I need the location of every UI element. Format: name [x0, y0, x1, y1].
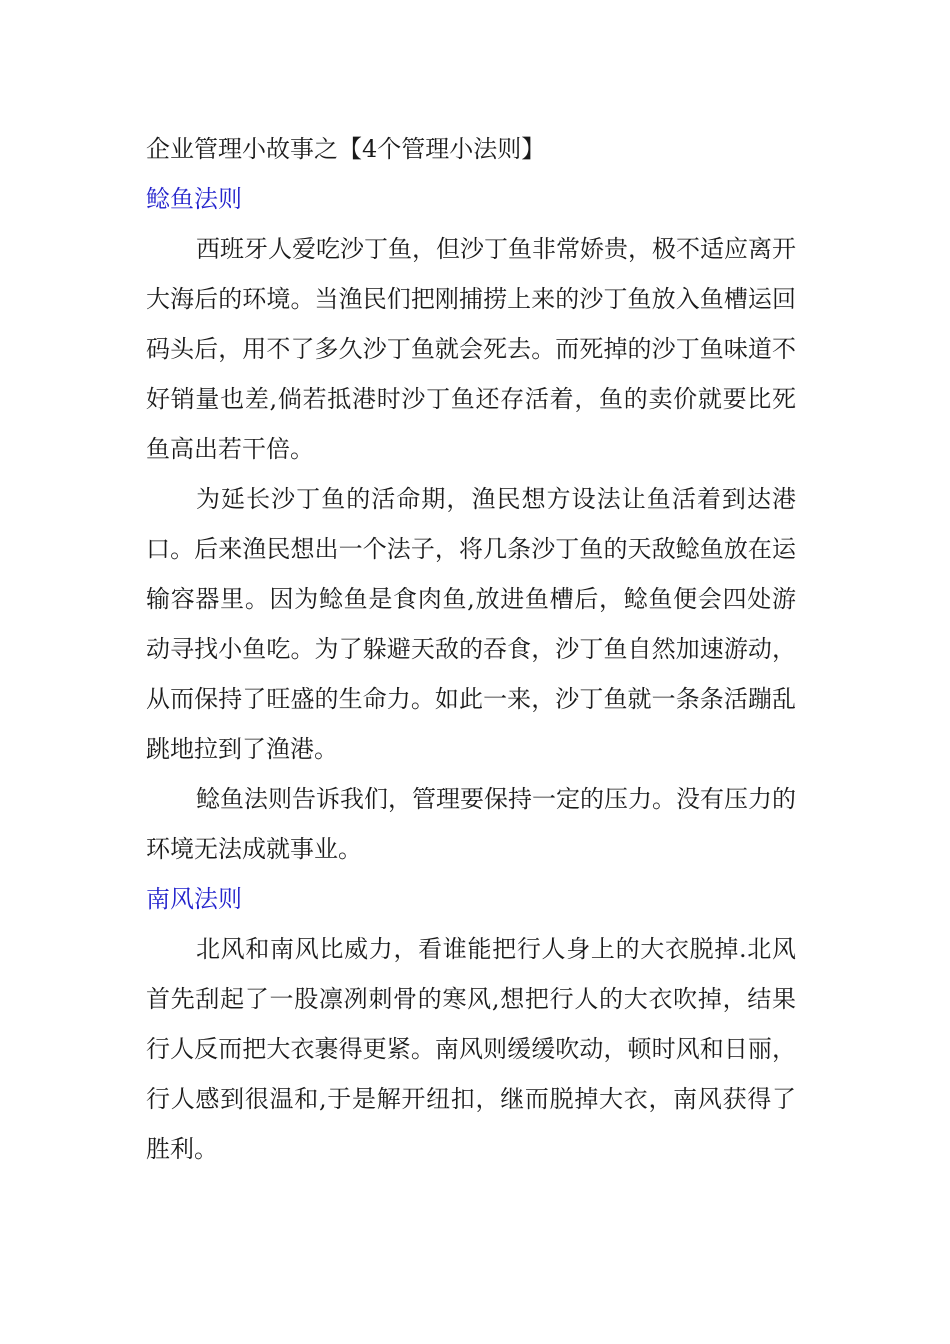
section-heading-catfish: 鲶鱼法则 — [146, 185, 242, 213]
paragraph: 鲶鱼法则告诉我们，管理要保持一定的压力。没有压力的环境无法成就事业。 — [146, 785, 796, 863]
section-heading-south-wind: 南风法则 — [146, 885, 242, 913]
document-body — [146, 124, 796, 1174]
document-title: 企业管理小故事之【4个管理小法则】 — [146, 135, 546, 163]
paragraph: 为延长沙丁鱼的活命期，渔民想方设法让鱼活着到达港口。后来渔民想出一个法子，将几条沙丁鱼的天敌鲶鱼放在运输容器里。因为鲶鱼是食肉鱼,放进鱼槽后，鲶鱼便会四处游动寻找小鱼吃。为了躲避天敌的吞食，沙丁鱼自然加速游动，从而保持了旺盛的生命力。如此一来，沙丁鱼就一条条活蹦乱跳地拉到了渔港。 — [146, 485, 796, 763]
paragraph: 北风和南风比威力，看谁能把行人身上的大衣脱掉.北风首先刮起了一股凛冽刺骨的寒风,想把行人的大衣吹掉，结果行人反而把大衣裹得更紧。南风则缓缓吹动，顿时风和日丽，行人感到很温和,于是解开纽扣，继而脱掉大衣，南风获得了胜利。 — [146, 935, 796, 1163]
paragraph: 西班牙人爱吃沙丁鱼，但沙丁鱼非常娇贵，极不适应离开大海后的环境。当渔民们把刚捕捞上来的沙丁鱼放入鱼槽运回码头后，用不了多久沙丁鱼就会死去。而死掉的沙丁鱼味道不好销量也差,倘若抵港时沙丁鱼还存活着，鱼的卖价就要比死鱼高出若干倍。 — [146, 235, 796, 463]
